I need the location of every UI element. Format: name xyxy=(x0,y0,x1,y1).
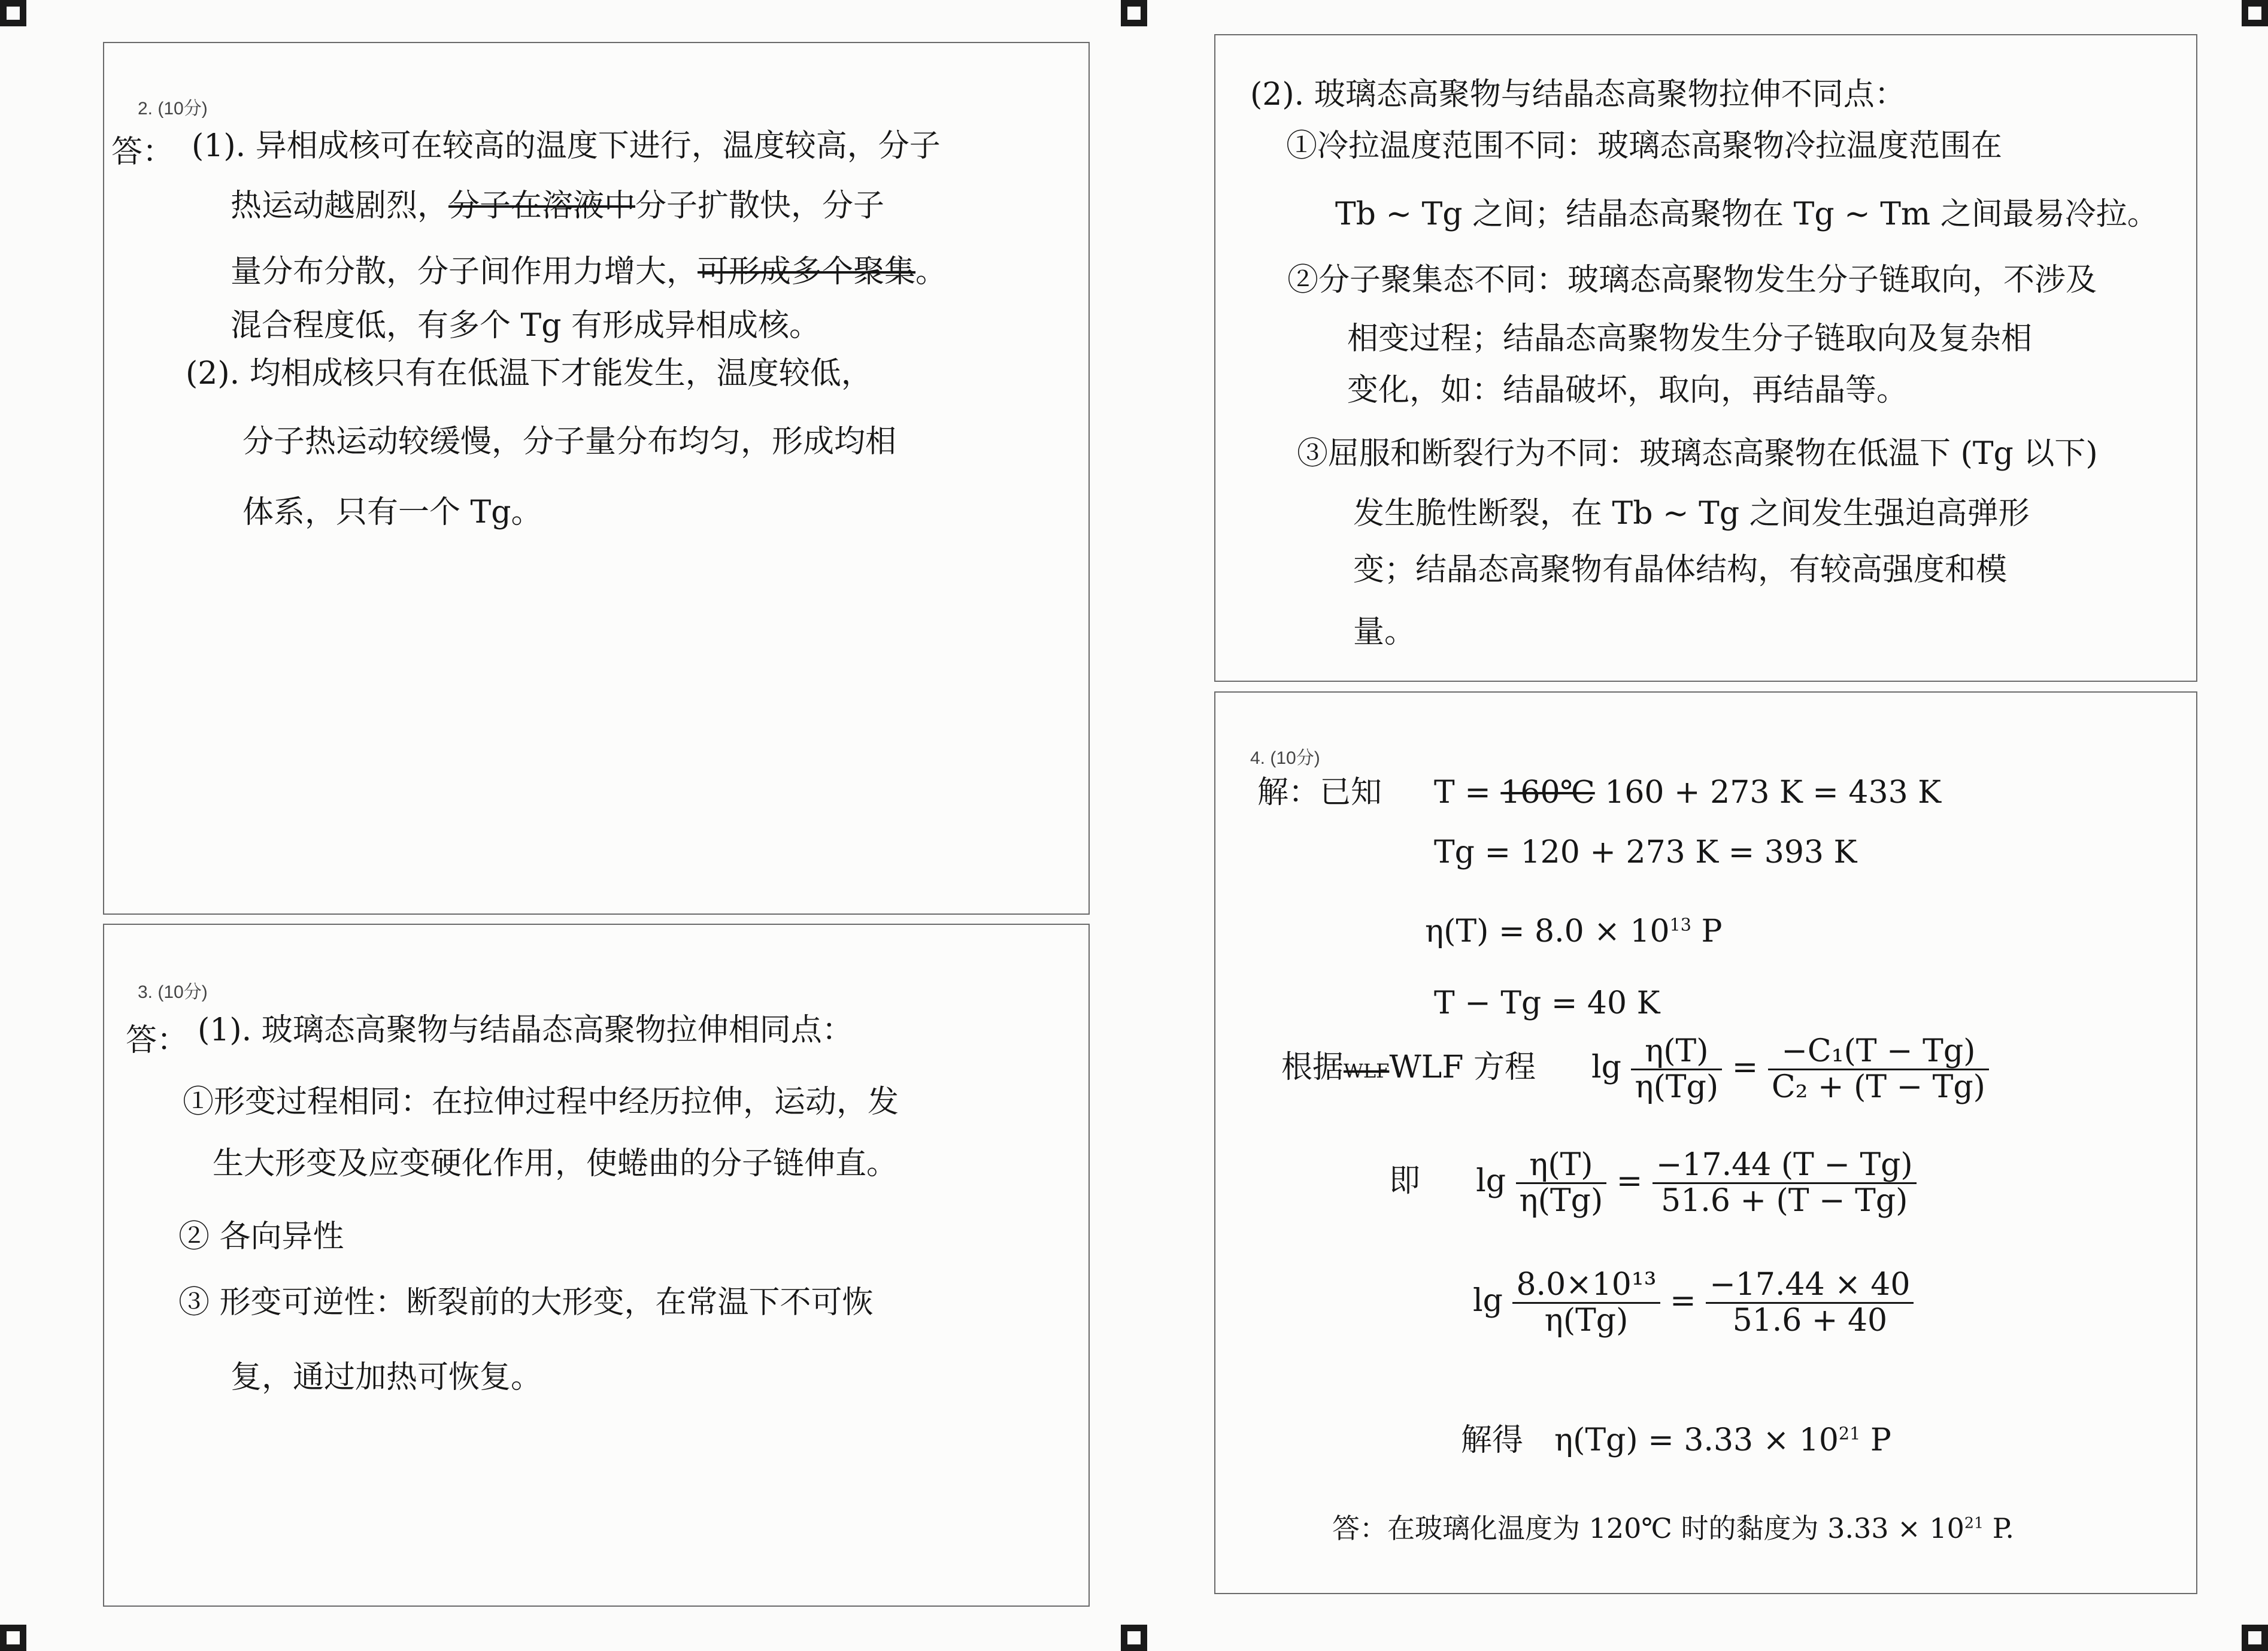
answer-box-q2 xyxy=(103,42,1090,915)
q2-line-1: (1). 异相成核可在较高的温度下进行，温度较高，分子 xyxy=(192,128,941,164)
question-label-q3: 3. (10分) xyxy=(138,982,208,1002)
q4-viscosity-given: $\eta(T) = 8.0 \times 10^{13}$ P xyxy=(1425,913,1723,949)
q4-wlf-equation: 根据WLFWLF 方程 lg $\frac{\eta(T)}{\eta(Tg)}$ = $\frac{\text{−C₁(T − Tg)}}{\text{C₂ + (T − Tg)}}$ xyxy=(1281,1034,1989,1104)
q4-wlf-substituted: 即 lg $\frac{\eta(T)}{\eta(Tg)}$ = $\frac{-17.44 (T - Tg)}{51.6 + (T - Tg)}$ xyxy=(1389,1148,1917,1218)
q4-numeric-substitution: lg $\frac{\text{8.0×10¹³}}{\eta(Tg)}$ = $\frac{-17.44 \times 40}{51.6 + 40}$ xyxy=(1473,1268,1914,1338)
q3-line-5: ③ 形变可逆性：断裂前的大形变，在常温下不可恢 xyxy=(178,1285,874,1321)
question-label-q2: 2. (10分) xyxy=(138,99,208,119)
q3b-line-5: 相变过程；结晶态高聚物发生分子链取向及复杂相 xyxy=(1347,321,2033,357)
q4-temperature: T = 160℃ 160 + 273 K = 433 K xyxy=(1434,775,1942,811)
q3b-line-2: ①冷拉温度范围不同：玻璃态高聚物冷拉温度范围在 xyxy=(1286,128,2003,164)
q3-line-4: ② 各向异性 xyxy=(178,1219,344,1255)
q3-line-6: 复，通过加热可恢复。 xyxy=(231,1359,542,1395)
q4-given-prefix: 解：已知 xyxy=(1257,775,1382,811)
alignment-marker-bottom-right xyxy=(2242,1625,2268,1651)
q3b-line-8: 发生脆性断裂，在 Tb ~ Tg 之间发生强迫高弹形 xyxy=(1353,496,2030,532)
q4-final-answer: 答：在玻璃化温度为 120℃ 时的黏度为 $3.33 \times 10^{21}$ P. xyxy=(1332,1512,2014,1544)
q3b-line-4: ②分子聚集态不同：玻璃态高聚物发生分子链取向，不涉及 xyxy=(1287,262,2097,298)
q4-temperature-difference: T − Tg = 40 K xyxy=(1434,985,1660,1021)
alignment-marker-bottom-center xyxy=(1121,1625,1147,1651)
q3b-line-9: 变；结晶态高聚物有晶体结构，有较高强度和模 xyxy=(1353,552,2008,588)
q2-line-4: 混合程度低，有多个 Tg 有形成异相成核。 xyxy=(231,308,821,344)
q3-line-2: ①形变过程相同：在拉伸过程中经历拉伸，运动，发 xyxy=(183,1084,899,1120)
q2-line-6: 分子热运动较缓慢，分子量分布均匀，形成均相 xyxy=(242,424,897,460)
q2-line-7: 体系，只有一个 Tg。 xyxy=(242,494,542,530)
q3b-line-7: ③屈服和断裂行为不同：玻璃态高聚物在低温下 (Tg 以下) xyxy=(1297,436,2098,472)
struck-text: 可形成多个聚集 xyxy=(698,254,916,290)
q3b-line-1: (2). 玻璃态高聚物与结晶态高聚物拉伸不同点： xyxy=(1250,77,1906,113)
struck-text: 160℃ xyxy=(1500,775,1595,811)
q3b-line-6: 变化，如：结晶破坏，取向，再结晶等。 xyxy=(1347,372,1908,408)
q4-glass-temperature: Tg = 120 + 273 K = 393 K xyxy=(1434,834,1857,870)
q3b-line-10: 量。 xyxy=(1353,614,1416,650)
q4-result: 解得 $\eta(Tg) = 3.33 \times 10^{21}$ P xyxy=(1461,1422,1891,1458)
q2-line-2: 热运动越剧烈，分子在溶液中分子扩散快，分子 xyxy=(231,188,885,224)
answer-box-q4 xyxy=(1214,691,2197,1594)
q2-line-5: (2). 均相成核只有在低温下才能发生，温度较低， xyxy=(186,356,872,391)
alignment-marker-bottom-left xyxy=(0,1625,26,1651)
struck-text: 分子在溶液中 xyxy=(448,188,636,224)
alignment-marker-top-left xyxy=(0,0,26,26)
struck-text: WLF xyxy=(1344,1060,1390,1083)
alignment-marker-top-right xyxy=(2242,0,2268,26)
answer-prefix-q2: 答： xyxy=(111,134,174,170)
question-label-q4: 4. (10分) xyxy=(1250,748,1320,768)
answer-prefix-q3: 答： xyxy=(126,1022,189,1058)
q3-line-3: 生大形变及应变硬化作用，使蜷曲的分子链伸直。 xyxy=(213,1146,898,1182)
q3-line-1: (1). 玻璃态高聚物与结晶态高聚物拉伸相同点： xyxy=(198,1012,853,1048)
q2-line-3: 量分布分散，分子间作用力增大，可形成多个聚集。 xyxy=(231,254,947,290)
q3b-line-3: Tb ~ Tg 之间；结晶态高聚物在 Tg ~ Tm 之间最易冷拉。 xyxy=(1335,196,2158,232)
alignment-marker-top-center xyxy=(1121,0,1147,26)
